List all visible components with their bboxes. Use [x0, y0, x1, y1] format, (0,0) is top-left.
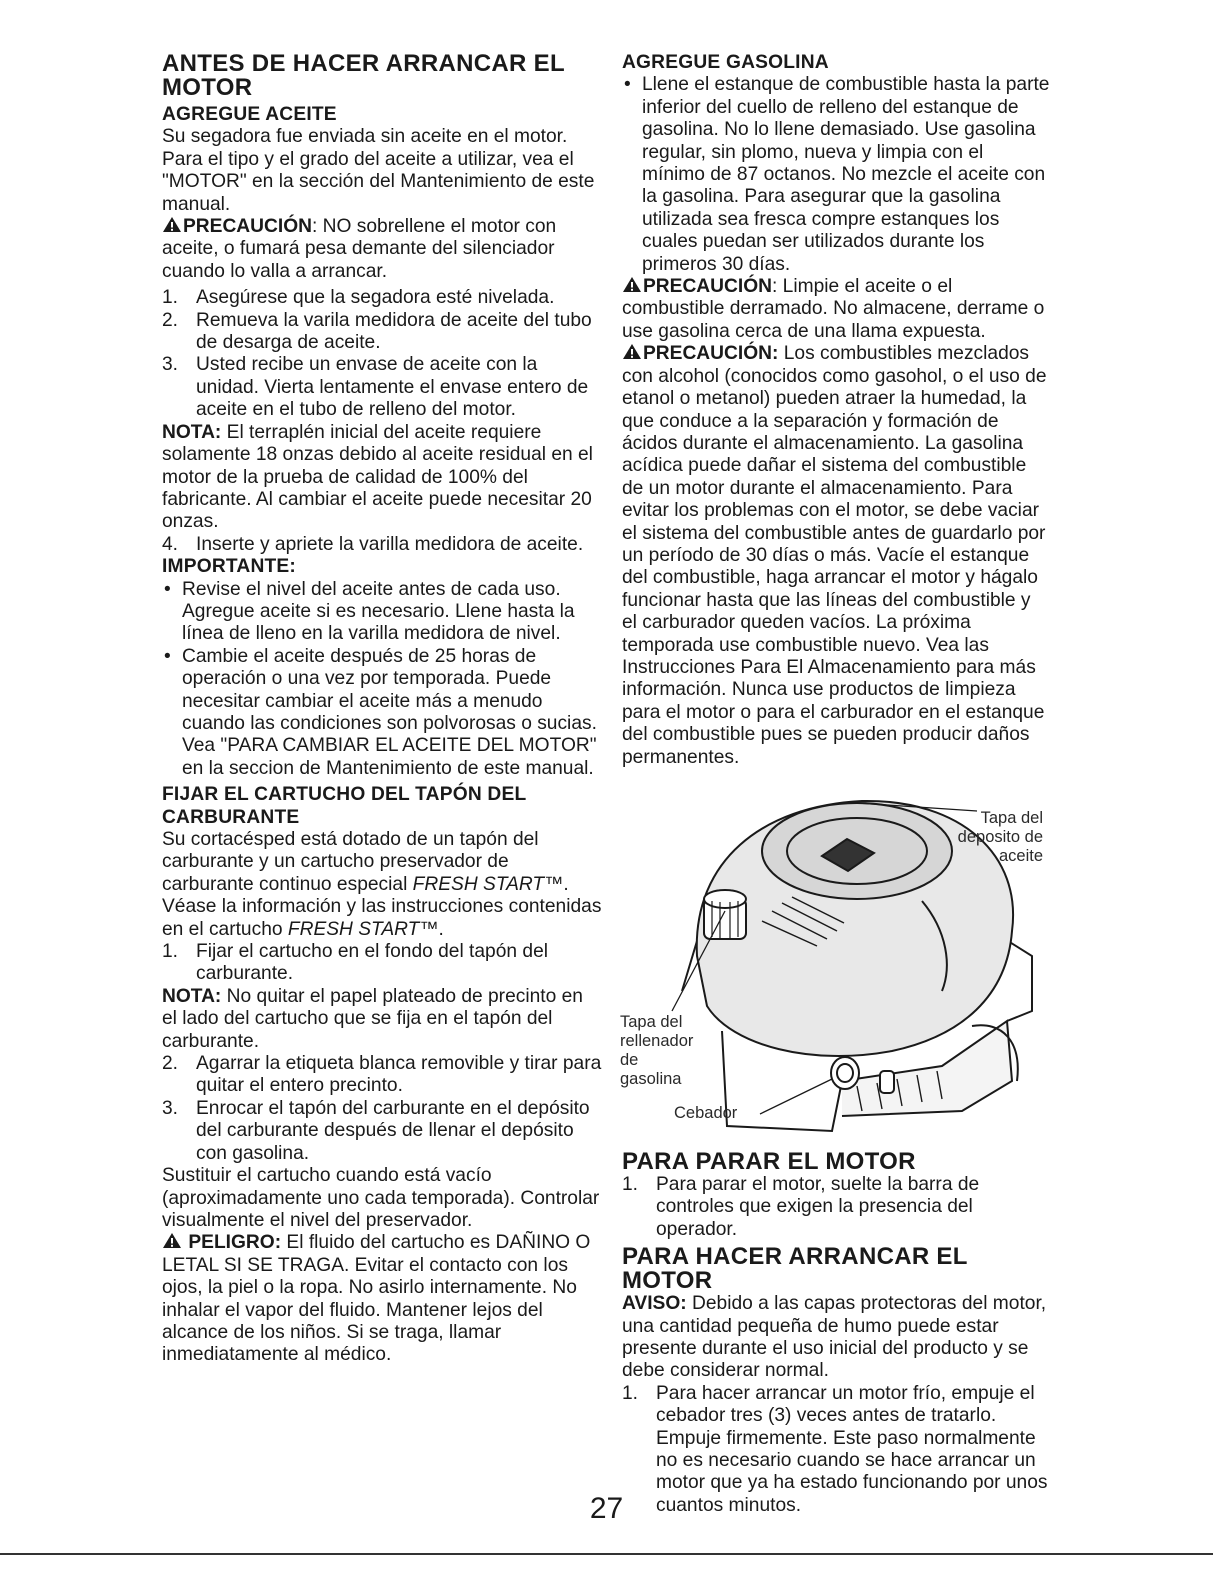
list-item: • Revise el nivel del aceite antes de cada uso. Agregue aceite si es necesario. Llene hasta la línea de lleno en la varilla medidora de nivel. [164, 578, 575, 645]
heading-important: IMPORTANTE: [162, 556, 297, 578]
heading-start-engine: PARA HACER ARRANCAR EL MOTOR [622, 1243, 968, 1295]
caution-overfill [162, 216, 602, 283]
list-item: 3. Enrocar el tapón del carburante en el depósito del carburante después de llenar el depósito con gasolina. [162, 1097, 590, 1164]
caution-label: PRECAUCIÓN [643, 276, 772, 298]
page-number: 27 [589, 1492, 624, 1525]
cartridge-intro-paragraph: Su cortacésped está dotado de un tapón del carburante y un cartucho preservador de carburante continuo especial FRESH START™. Véase la información y las instrucciones contenidas en el cartucho FRESH START™. [162, 829, 602, 940]
list-item: 1. Para parar el motor, suelte la barra de controles que exigen la presencia del operador. [622, 1174, 980, 1240]
list-item: 4. Inserte y apriete la varilla medidora de aceite. [162, 533, 584, 555]
footer-rule [0, 1553, 1213, 1555]
right-column [622, 52, 1050, 1517]
list-item: 1. Asegúrese que la segadora esté nivelada. [162, 287, 555, 309]
danger-label: PELIGRO: [188, 1232, 282, 1254]
warning-icon [622, 276, 642, 293]
label-fuel-cap: Tapa del rellenador de gasolina [620, 1013, 694, 1088]
notice-text: Debido a las capas protectoras del motor, una cantidad pequeña de humo puede estar presente durante el uso inicial del producto y se debe considerar normal. [622, 1293, 1047, 1382]
note-seal [162, 986, 602, 1053]
caution-text: : NO sobrellene el motor con aceite, o fumará pesa demante del silenciador cuando lo valla a arrancar. [162, 216, 557, 282]
heading-add-gasoline: AGREGUE GASOLINA [622, 52, 829, 73]
heading-add-oil: AGREGUE ACEITE [162, 104, 337, 125]
label-primer: Cebador [674, 1104, 738, 1122]
caution-spill [622, 276, 1050, 343]
list-item: 1. Fijar el cartucho en el fondo del tapón del carburante. [162, 941, 548, 985]
notice-label: AVISO: [622, 1293, 687, 1315]
list-item: 1. Para hacer arrancar un motor frío, empuje el cebador tres (3) veces antes de tratarlo. Empuje firmemente. Este paso normalmente no es necesario cuando se hace arrancar un motor que ya ha estado funcionando por unos cuantos minutos. [622, 1382, 1048, 1516]
fresh-start-brand: FRESH START™ [287, 918, 439, 940]
danger-warning [162, 1232, 602, 1366]
caution-alcohol-fuel [622, 343, 1050, 769]
warning-icon [622, 343, 642, 360]
danger-text: El fluido del cartucho es DAÑINO O LETAL SI SE TRAGA. Evitar el contacto con los ojos, la piel o la ropa. No asirlo internamente. No inhalar el vapor del fluido. Mantener lejos del alcance de los niños. Si se traga, llamar inmediatamente al médico. [162, 1232, 591, 1366]
note-text: No quitar el papel plateado de precinto en el lado del cartucho que se fija en el tapón del carburante. [162, 985, 583, 1052]
note-label: NOTA: [162, 985, 222, 1007]
engine-illustration [612, 781, 1052, 1146]
heading-fuel-cap-cartridge: FIJAR EL CARTUCHO DEL TAPÓN DEL CARBURANTE [162, 784, 527, 828]
list-item: 3. Usted recibe un envase de aceite con la unidad. Vierta lentamente el envase entero de aceite en el tubo de relleno del motor. [162, 354, 589, 421]
heading-stop-engine: PARA PARAR EL MOTOR [622, 1148, 916, 1175]
oil-intro-paragraph: Su segadora fue enviada sin aceite en el motor. Para el tipo y el grado del aceite a utilizar, vea el "MOTOR" en la sección del Mantenimiento de este manual. [162, 126, 595, 215]
caution-text: Los combustibles mezclados con alcohol (conocidos como gasohol, o el uso de etanol o metanol) pueden atraer la humedad, la que conduce a la separación y formación de ácidos durante el almacenamiento. La gasolina acídica puede dañar el sistema del combustible de un motor durante el almacenamiento. Para evitar los problemas con el motor, se debe vaciar el sistema del combustible antes de guardarlo por un período de 30 días o más. Vacíe el estanque del combustible, haga arrancar el motor y hágalo funcionar hasta que las líneas del combustible y el carburador queden vacíos. La próxima temporada use combustible nuevo. Vea las Instrucciones Para El Almacenamiento para más información. Nunca use productos de limpieza para el motor o para el carburador en el estanque del combustible pues se pueden producir daños permanentes. [622, 343, 1047, 768]
fresh-start-brand: FRESH START™ [412, 873, 564, 895]
list-item: • Cambie el aceite después de 25 horas de operación o una vez por temporada. Puede necesitar cambiar el aceite más a menudo cuando las condiciones son polvorosas o sucias. Vea "PARA CAMBIAR EL ACEITE DEL MOTOR" en la seccion de Mantenimiento de este manual. [164, 645, 597, 779]
warning-icon [162, 216, 182, 233]
note-label: NOTA: [162, 421, 222, 443]
list-item: 2. Remueva la varila medidora de aceite del tubo de desarga de aceite. [162, 309, 592, 354]
note-oil-fill [162, 422, 602, 534]
caution-label: PRECAUCIÓN [183, 216, 312, 238]
replace-cartridge-paragraph: Sustituir el cartucho cuando está vacío (aproximadamente uno cada temporada). Controlar visualmente el nivel del preservador. [162, 1165, 600, 1231]
notice-smoke [622, 1293, 1050, 1383]
caution-text: : Limpie el aceite o el combustible derramado. No almacene, derrame o use gasolina cerca de una llama expuesta. [622, 276, 1045, 342]
list-item: • Llene el estanque de combustible hasta la parte inferior del cuello de relleno del estanque de gasolina. No lo llene demasiado. Use gasolina regular, sin plomo, nueva y limpia con el mínimo de 87 octanos. No mezcle el aceite con la gasolina. Para asegurar que la gasolina utilizada sea fresca compre estanques los cuales puedan ser utilizados durante los primeros 30 días. [624, 74, 1050, 275]
label-oil-cap: Tapa del deposito de aceite [957, 809, 1043, 865]
oil-step-list [162, 287, 602, 421]
caution-label: PRECAUCIÓN: [643, 343, 779, 365]
section-title-before-start: ANTES DE HACER ARRANCAR EL MOTOR [162, 50, 565, 101]
warning-icon [162, 1232, 182, 1249]
left-column [162, 52, 602, 1367]
list-item: 2. Agarrar la etiqueta blanca removible y tirar para quitar el entero precinto. [162, 1053, 602, 1097]
note-text: El terraplén inicial del aceite requiere solamente 18 onzas debido al aceite residual en el motor de la prueba de calidad de 100% del fabricante. Al cambiar el aceite puede necesitar 20 onzas. [162, 421, 593, 533]
